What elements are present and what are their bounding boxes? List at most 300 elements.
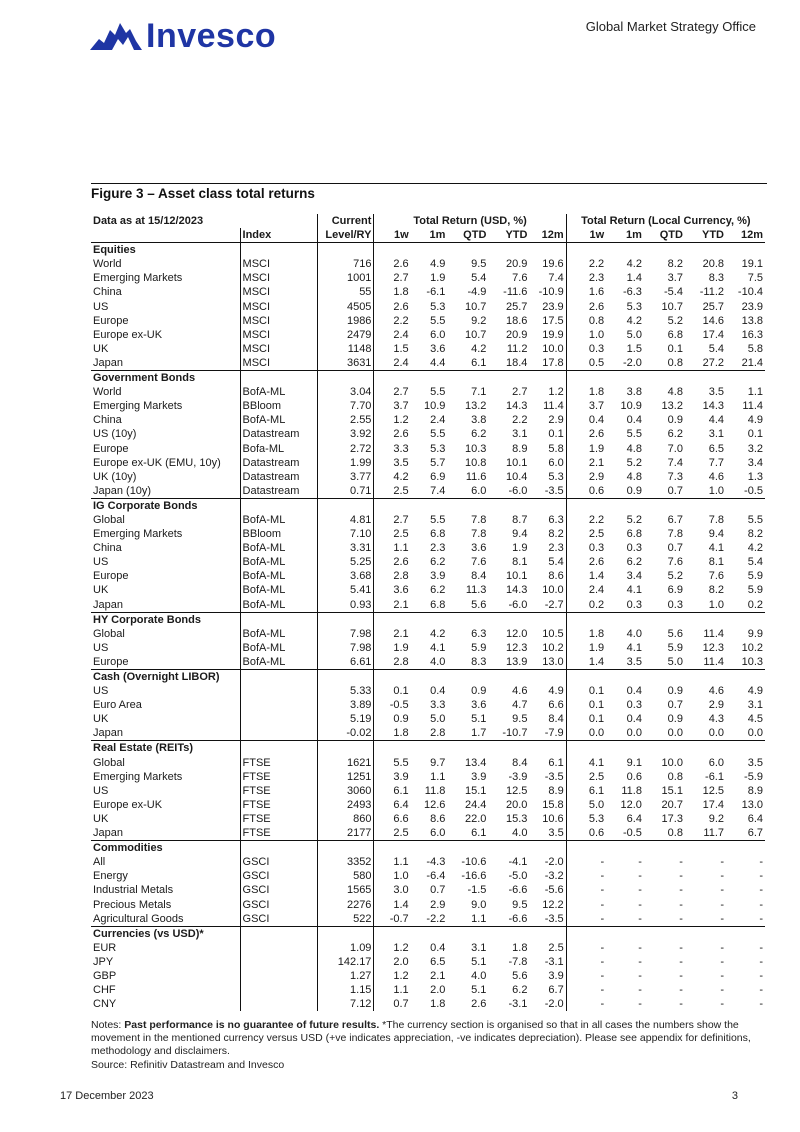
local-return-cell: - — [644, 912, 685, 927]
row-index: Datastream — [240, 427, 318, 441]
usd-return-cell: 4.0 — [411, 655, 448, 670]
table-row — [91, 912, 765, 927]
usd-return-cell: -3.5 — [544, 770, 564, 783]
row-label: Industrial Metals — [93, 884, 174, 897]
table-row — [91, 470, 765, 484]
local-return-cell: 0.8 — [644, 356, 685, 371]
row-index: FTSE — [240, 770, 318, 784]
local-return-cell: 8.3 — [708, 272, 724, 285]
usd-return-cell: 3.3 — [430, 699, 446, 712]
local-return-cell: 1.0 — [566, 328, 606, 342]
usd-return-cell: 11.3 — [465, 584, 487, 597]
local-return-cell: 6.8 — [667, 328, 683, 341]
row-index — [240, 969, 318, 983]
page-number: 3 — [731, 1090, 738, 1102]
usd-return-cell: 2.2 — [393, 314, 409, 327]
table-row — [91, 385, 765, 399]
row-index: MSCI — [240, 300, 318, 314]
local-return-cell: - — [679, 856, 683, 869]
row-index: BofA-ML — [240, 541, 318, 555]
local-return-cell: - — [566, 869, 606, 883]
local-return-cell: 4.6 — [708, 685, 724, 698]
row-label: Japan (10y) — [91, 484, 240, 499]
usd-return-cell: -3.1 — [544, 955, 564, 968]
usd-return-cell: 6.0 — [447, 484, 488, 499]
local-return-cell: 0.4 — [626, 713, 642, 726]
local-return-cell: - — [566, 955, 606, 969]
usd-return-cell: 2.1 — [430, 969, 446, 982]
section-title: Equities — [93, 244, 136, 257]
row-label: UK — [93, 584, 109, 597]
usd-return-cell: 2.0 — [393, 955, 409, 968]
row-index: MSCI — [240, 271, 318, 285]
local-return-cell: 9.2 — [708, 812, 724, 825]
row-label: Emerging Markets — [93, 400, 183, 413]
usd-return-cell: 18.4 — [488, 356, 529, 371]
local-return-cell: 7.5 — [747, 272, 763, 285]
local-return-cell: 4.8 — [667, 386, 683, 399]
mountain-logo-icon — [90, 21, 142, 51]
row-level: 7.98 — [318, 641, 374, 655]
usd-return-cell: 2.6 — [393, 300, 409, 313]
table-row — [91, 983, 765, 997]
usd-return-cell: 1.2 — [393, 941, 409, 954]
usd-return-cell: 0.1 — [393, 685, 409, 698]
table-row — [91, 641, 765, 655]
row-index — [240, 955, 318, 969]
row-label: China — [93, 542, 122, 555]
row-label: Euro Area — [93, 699, 142, 712]
row-level: -0.02 — [318, 726, 374, 741]
usd-return-cell: -4.9 — [467, 286, 487, 299]
local-return-cell: 2.3 — [566, 271, 606, 285]
usd-return-cell: 4.2 — [393, 470, 409, 483]
row-level: 1621 — [318, 756, 374, 770]
local-return-cell: 4.9 — [747, 414, 763, 427]
local-return-cell: 1.9 — [566, 442, 606, 456]
data-as-at-label: Data as at 15/12/2023 — [91, 214, 318, 228]
usd-return-cell: 20.9 — [506, 258, 528, 271]
table-row — [91, 513, 765, 527]
usd-return-cell: 9.7 — [430, 756, 446, 769]
local-return-cell: 11.7 — [685, 826, 726, 841]
usd-return-cell: 13.9 — [488, 655, 529, 670]
row-level: 3.04 — [318, 385, 374, 399]
usd-return-cell: 2.7 — [393, 386, 409, 399]
usd-return-cell: 5.6 — [512, 969, 528, 982]
usd-return-cell: 3.8 — [471, 414, 487, 427]
local-return-cell: - — [726, 912, 765, 927]
usd-return-cell: -2.0 — [544, 998, 564, 1011]
local-return-cell: 2.2 — [566, 513, 606, 527]
usd-return-cell: 25.7 — [506, 300, 528, 313]
row-index: BofA-ML — [240, 583, 318, 597]
usd-return-cell: 1.1 — [393, 856, 409, 869]
local-return-cell: 5.4 — [747, 556, 763, 569]
local-return-cell: 0.3 — [566, 541, 606, 555]
usd-return-cell: 1.2 — [548, 386, 564, 399]
usd-return-cell: 15.1 — [464, 784, 487, 797]
row-index: BofA-ML — [240, 598, 318, 613]
usd-return-cell: 24.4 — [464, 798, 487, 811]
usd-return-cell: 4.1 — [430, 641, 446, 654]
usd-return-cell: 17.5 — [542, 314, 564, 327]
usd-return-cell: 2.5 — [374, 484, 411, 499]
row-label: Europe ex-UK — [93, 798, 163, 811]
row-level: 1251 — [318, 770, 374, 784]
local-return-cell: 7.6 — [708, 570, 724, 583]
local-return-cell: 4.8 — [626, 442, 642, 455]
local-return-cell: -6.3 — [622, 286, 642, 299]
usd-return-cell: 2.5 — [393, 528, 409, 541]
usd-return-cell: 7.4 — [548, 272, 564, 285]
row-level: 3060 — [318, 784, 374, 798]
local-return-cell: 19.1 — [741, 258, 763, 271]
local-return-cell: 7.7 — [708, 456, 724, 469]
local-return-cell: - — [679, 969, 683, 982]
local-return-cell: 1.8 — [566, 385, 606, 399]
usd-return-cell: 5.5 — [393, 756, 409, 769]
row-label: US — [93, 784, 109, 797]
row-index: FTSE — [240, 798, 318, 812]
table-row — [91, 413, 765, 427]
notes-disclaimer: Past performance is no guarantee of future results. — [124, 1019, 380, 1031]
local-return-cell: 3.2 — [747, 442, 763, 455]
table-row — [91, 997, 765, 1011]
local-return-cell: 6.1 — [566, 784, 606, 798]
local-return-cell: - — [638, 969, 642, 982]
local-return-cell: 0.7 — [644, 484, 685, 499]
usd-return-cell: 11.2 — [506, 342, 528, 355]
usd-return-cell: 12.6 — [423, 798, 446, 811]
usd-return-cell: 5.4 — [471, 272, 487, 285]
section-title: Cash (Overnight LIBOR) — [93, 671, 220, 683]
table-row — [91, 555, 765, 569]
local-return-cell: 8.9 — [747, 784, 763, 797]
row-level: 3.77 — [318, 470, 374, 484]
local-return-cell: 0.3 — [606, 598, 644, 613]
usd-return-cell: 6.1 — [447, 356, 488, 371]
usd-return-cell: -7.9 — [529, 726, 566, 741]
local-return-cell: - — [606, 912, 644, 927]
usd-return-cell: 5.7 — [430, 456, 446, 469]
row-label: US — [93, 685, 109, 698]
local-return-cell: 20.7 — [661, 798, 683, 811]
section-title: Currencies (vs USD)* — [93, 927, 204, 940]
row-index: GSCI — [240, 869, 318, 883]
usd-return-cell: 9.0 — [471, 898, 487, 911]
row-index: BofA-ML — [240, 655, 318, 670]
index-header: Index — [240, 228, 318, 243]
local-return-cell: - — [720, 870, 724, 883]
local-return-cell: 7.8 — [708, 513, 724, 526]
row-level: 1001 — [318, 271, 374, 285]
local-return-cell: 3.4 — [747, 456, 763, 469]
usd-return-cell: 13.0 — [529, 655, 566, 670]
usd-return-cell: 2.4 — [393, 328, 409, 341]
local-return-cell: 4.1 — [626, 641, 642, 654]
section-title: HY Corporate Bonds — [93, 613, 201, 626]
usd-return-cell: 8.4 — [512, 756, 528, 769]
local-return-cell: 0.1 — [566, 684, 606, 698]
local-return-cell: -0.5 — [606, 826, 644, 841]
usd-return-cell: 1.0 — [393, 870, 409, 883]
local-return-cell: 8.2 — [747, 528, 763, 541]
table-row — [91, 442, 765, 456]
usd-return-cell: -3.9 — [508, 770, 528, 783]
usd-return-cell: 11.8 — [424, 784, 446, 797]
local-return-cell: 8.2 — [708, 584, 724, 597]
row-level: 1.27 — [318, 969, 374, 983]
table-row — [91, 399, 765, 413]
local-return-cell: -5.4 — [664, 286, 683, 299]
local-return-cell: 10.9 — [620, 400, 642, 413]
local-return-cell: 2.5 — [566, 527, 606, 541]
usd-return-cell: 6.6 — [548, 699, 564, 712]
local-return-cell: 1.9 — [566, 641, 606, 655]
usd-return-cell: -10.7 — [488, 726, 529, 741]
local-return-cell: 2.1 — [566, 456, 606, 470]
local-return-cell: -2.0 — [606, 356, 644, 371]
usd-return-cell: 1.8 — [512, 941, 528, 954]
row-index: MSCI — [240, 257, 318, 271]
local-return-cell: 0.9 — [667, 685, 683, 698]
row-level: 7.98 — [318, 627, 374, 641]
local-return-cell: 4.2 — [626, 258, 642, 271]
usd-return-cell: -0.5 — [389, 699, 409, 712]
local-return-cell: 13.8 — [741, 314, 763, 327]
row-level: 7.70 — [318, 399, 374, 413]
row-index: BofA-ML — [240, 627, 318, 641]
current-header: Current — [318, 214, 374, 228]
local-return-cell: - — [566, 912, 606, 927]
usd-return-cell: 7.4 — [411, 484, 448, 499]
row-level: 580 — [318, 869, 374, 883]
period-header: QTD — [447, 228, 488, 243]
level-header: Level/RY — [318, 228, 374, 243]
local-return-cell: 17.4 — [702, 798, 724, 811]
row-label: World — [93, 258, 122, 271]
local-return-cell: 1.0 — [685, 598, 726, 613]
local-return-cell: 1.1 — [747, 386, 763, 399]
row-level: 1.99 — [318, 456, 374, 470]
usd-return-cell: 7.8 — [471, 513, 487, 526]
table-row — [91, 583, 765, 597]
table-row — [91, 271, 765, 285]
local-return-cell: - — [759, 856, 763, 869]
local-return-cell: 14.3 — [702, 400, 724, 413]
local-return-cell: 0.6 — [566, 826, 606, 841]
usd-return-cell: 18.6 — [506, 314, 528, 327]
local-return-cell: 13.2 — [661, 400, 683, 413]
figure-title: Figure 3 – Asset class total returns — [91, 186, 315, 201]
local-return-cell: 12.5 — [702, 784, 724, 797]
row-label: CHF — [93, 984, 116, 997]
local-return-cell: 16.3 — [741, 328, 763, 341]
usd-return-cell: 10.0 — [542, 584, 564, 597]
usd-return-cell: 5.8 — [548, 442, 564, 455]
notes-prefix: Notes: — [91, 1019, 125, 1031]
table-row — [91, 726, 765, 741]
table-row — [91, 356, 765, 371]
section-header-row — [91, 498, 765, 513]
local-return-cell: 0.2 — [726, 598, 765, 613]
usd-return-cell: 1.9 — [393, 641, 409, 654]
usd-return-cell: 3.5 — [529, 826, 566, 841]
section-title: IG Corporate Bonds — [93, 499, 198, 512]
local-return-cell: 0.8 — [667, 770, 683, 783]
usd-return-cell: -1.5 — [467, 884, 487, 897]
table-row — [91, 257, 765, 271]
section-header-row — [91, 243, 765, 258]
usd-return-cell: 3.1 — [512, 428, 528, 441]
row-label: CNY — [93, 998, 117, 1011]
section-title: Real Estate (REITs) — [93, 742, 194, 755]
local-return-cell: 6.9 — [667, 584, 683, 597]
local-return-cell: 7.3 — [667, 470, 683, 483]
row-level: 522 — [318, 912, 374, 927]
row-index: MSCI — [240, 356, 318, 371]
local-return-cell: 4.1 — [626, 584, 642, 597]
usd-return-cell: -4.1 — [508, 856, 528, 869]
local-return-cell: 11.4 — [742, 400, 763, 413]
local-return-cell: 7.0 — [667, 442, 683, 455]
local-return-cell: - — [566, 898, 606, 912]
usd-return-cell: 5.5 — [430, 513, 446, 526]
local-return-cell: 4.2 — [747, 542, 763, 555]
usd-return-cell: 7.8 — [471, 528, 487, 541]
row-label: Japan — [91, 726, 240, 741]
table-row — [91, 770, 765, 784]
table-row — [91, 712, 765, 726]
row-index: FTSE — [240, 756, 318, 770]
usd-return-cell: 4.2 — [471, 342, 487, 355]
usd-return-cell: 9.5 — [471, 258, 487, 271]
row-level: 1.09 — [318, 941, 374, 955]
row-level: 5.25 — [318, 555, 374, 569]
usd-return-cell: 5.1 — [471, 984, 487, 997]
local-return-cell: 2.9 — [566, 470, 606, 484]
row-level: 2493 — [318, 798, 374, 812]
local-return-cell: - — [759, 941, 763, 954]
usd-return-cell: 6.2 — [512, 984, 528, 997]
usd-return-cell: -6.0 — [488, 484, 529, 499]
row-label: GBP — [93, 969, 117, 982]
usd-return-cell: -5.6 — [544, 884, 564, 897]
local-return-cell: 6.8 — [626, 528, 642, 541]
local-return-cell: 4.3 — [708, 713, 724, 726]
row-index: BBloom — [240, 399, 318, 413]
local-return-cell: 5.4 — [708, 342, 724, 355]
usd-return-cell: 9.5 — [512, 713, 528, 726]
row-label: Global — [93, 513, 125, 526]
usd-return-cell: 8.9 — [512, 442, 528, 455]
table-row — [91, 855, 765, 869]
row-label: UK (10y) — [93, 470, 137, 483]
local-return-cell: 21.4 — [726, 356, 765, 371]
local-return-cell: 3.8 — [626, 386, 642, 399]
local-return-cell: 6.7 — [726, 826, 765, 841]
local-return-cell: 0.7 — [667, 699, 683, 712]
local-return-cell: 1.3 — [747, 470, 763, 483]
local-return-cell: 9.4 — [708, 528, 724, 541]
usd-return-cell: 2.1 — [393, 627, 409, 640]
row-label: US (10y) — [93, 428, 137, 441]
local-return-cell: -5.9 — [744, 770, 763, 783]
local-return-cell: 0.1 — [667, 342, 683, 355]
usd-return-cell: 8.6 — [548, 570, 564, 583]
usd-return-cell: 8.6 — [430, 812, 446, 825]
local-return-cell: -0.5 — [726, 484, 765, 499]
row-level: 1986 — [318, 314, 374, 328]
local-return-cell: 7.6 — [667, 556, 683, 569]
row-level: 1148 — [318, 342, 374, 356]
office-name: Global Market Strategy Office — [585, 19, 756, 34]
usd-return-cell: 2.8 — [411, 726, 448, 741]
local-return-cell: 0.4 — [626, 685, 642, 698]
row-level: 3.89 — [318, 698, 374, 712]
local-return-cell: 0.4 — [626, 414, 642, 427]
usd-return-cell: 5.5 — [430, 386, 446, 399]
local-return-cell: 5.2 — [667, 314, 683, 327]
table-row — [91, 869, 765, 883]
logo-wordmark: Invesco — [146, 16, 277, 55]
row-index: BofA-ML — [240, 569, 318, 583]
row-label: Europe ex-UK (EMU, 10y) — [93, 456, 221, 469]
local-return-cell: 4.1 — [708, 542, 724, 555]
usd-return-cell: 10.0 — [542, 342, 564, 355]
local-return-cell: 14.6 — [702, 314, 724, 327]
usd-return-cell: 3.6 — [393, 584, 409, 597]
row-label: China — [93, 286, 122, 299]
usd-return-cell: 10.3 — [464, 442, 487, 455]
section-header-row — [91, 926, 765, 941]
usd-return-cell: 7.6 — [512, 272, 528, 285]
usd-return-cell: 2.5 — [548, 941, 564, 954]
table-row — [91, 342, 765, 356]
usd-return-cell: 6.0 — [430, 328, 446, 341]
row-index — [240, 712, 318, 726]
usd-return-cell: 12.0 — [506, 627, 528, 640]
local-return-cell: 12.0 — [620, 798, 642, 811]
usd-return-cell: 1.1 — [393, 984, 409, 997]
local-return-cell: 0.3 — [626, 699, 642, 712]
period-header: QTD — [644, 228, 685, 243]
table-row — [91, 541, 765, 555]
local-return-cell: 5.3 — [626, 300, 642, 313]
local-return-cell: 2.5 — [566, 770, 606, 784]
local-return-cell: 0.1 — [747, 428, 763, 441]
header-row-2 — [91, 228, 765, 243]
usd-return-cell: 3.9 — [548, 969, 564, 982]
table-row — [91, 883, 765, 897]
usd-return-cell: 10.7 — [464, 300, 487, 313]
row-index: BofA-ML — [240, 555, 318, 569]
usd-return-cell: 2.3 — [430, 542, 446, 555]
row-label: Japan — [91, 826, 240, 841]
usd-return-cell: 8.3 — [447, 655, 488, 670]
invesco-logo — [90, 14, 276, 58]
row-level: 2.72 — [318, 442, 374, 456]
period-header: 1w — [374, 228, 411, 243]
usd-return-cell: 1.9 — [430, 272, 446, 285]
table-row — [91, 784, 765, 798]
table-row — [91, 569, 765, 583]
usd-return-cell: 3.5 — [393, 456, 409, 469]
local-return-cell: 3.5 — [606, 655, 644, 670]
local-return-cell: 25.7 — [702, 300, 724, 313]
row-level: 2276 — [318, 898, 374, 912]
